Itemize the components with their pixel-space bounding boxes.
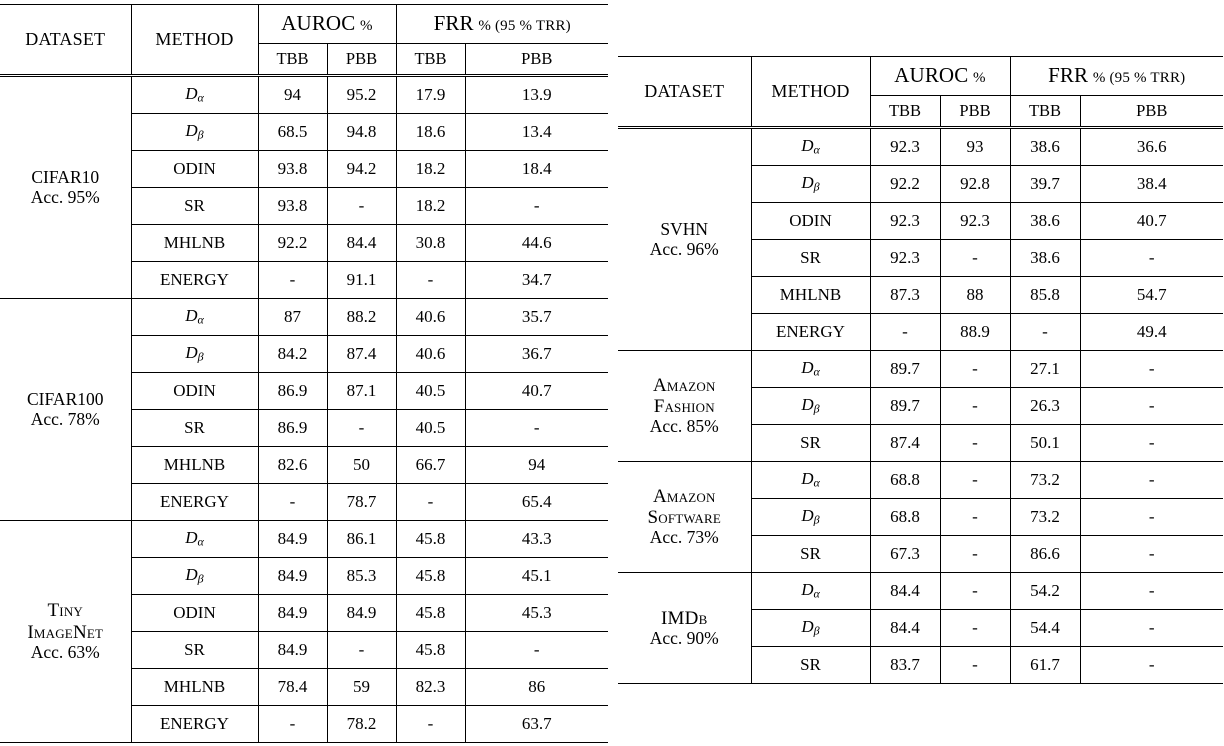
value-cell: 92.8 [940,166,1010,203]
value-cell: - [940,647,1010,684]
value-cell: 68.8 [870,499,940,536]
table-header [618,57,1223,128]
results-table-right-container [618,56,1223,687]
value-cell: 86.9 [258,410,327,447]
value-cell: 87.3 [870,277,940,314]
value-cell: 44.6 [465,225,608,262]
value-cell: 87.4 [327,336,396,373]
value-cell: - [940,425,1010,462]
value-cell: - [258,484,327,521]
value-cell: 43.3 [465,521,608,558]
dataset-cell [618,573,751,684]
value-cell: 78.2 [327,706,396,743]
value-cell: 45.8 [396,521,465,558]
value-cell: - [327,188,396,225]
col-header-auroc: AUROC % [258,5,396,44]
value-cell: - [940,462,1010,499]
value-cell: 86.1 [327,521,396,558]
method-cell: $D_\alpha$ [131,76,258,114]
value-cell: 40.6 [396,336,465,373]
method-cell: $D_\beta$ [751,499,870,536]
method-cell: SR [131,410,258,447]
method-cell: SR [751,536,870,573]
value-cell: - [1080,388,1223,425]
method-cell: ENERGY [751,314,870,351]
dataset-name-line2: Fashion [618,396,751,417]
value-cell: 30.8 [396,225,465,262]
col-header-frr: FRR % (95 % TRR) [396,5,608,44]
method-cell: $D_\alpha$ [751,462,870,499]
value-cell: 40.5 [396,410,465,447]
value-cell: 87 [258,299,327,336]
results-table-right [618,56,1223,687]
value-cell: 63.7 [465,706,608,743]
dataset-cell [618,351,751,462]
value-cell: 88 [940,277,1010,314]
value-cell: 26.3 [1010,388,1080,425]
value-cell: 40.7 [1080,203,1223,240]
table-footer [618,684,1223,688]
col-header-sub-2: TBB [396,44,465,76]
col-header-sub-3: PBB [465,44,608,76]
value-cell: 94.8 [327,114,396,151]
dataset-name: CIFAR100 [0,390,131,410]
value-cell: 84.9 [258,558,327,595]
value-cell: 82.3 [396,669,465,706]
value-cell: 40.5 [396,373,465,410]
value-cell: 78.4 [258,669,327,706]
value-cell: 38.6 [1010,203,1080,240]
value-cell: 84.4 [870,610,940,647]
method-cell: $D_\alpha$ [751,351,870,388]
col-header-dataset: DATASET [0,5,131,76]
method-cell: SR [751,425,870,462]
value-cell: 88.2 [327,299,396,336]
value-cell: - [940,240,1010,277]
value-cell: 94.2 [327,151,396,188]
value-cell: - [1080,425,1223,462]
value-cell: 92.2 [258,225,327,262]
dataset-cell [0,299,131,521]
value-cell: 13.9 [465,76,608,114]
method-cell: MHLNB [131,225,258,262]
value-cell: 73.2 [1010,462,1080,499]
value-cell: 93 [940,128,1010,166]
value-cell: 92.3 [940,203,1010,240]
value-cell: 91.1 [327,262,396,299]
value-cell: 18.2 [396,151,465,188]
value-cell: 87.4 [870,425,940,462]
value-cell: - [465,632,608,669]
value-cell: - [1080,610,1223,647]
value-cell: 18.4 [465,151,608,188]
method-cell: SR [751,240,870,277]
table-row [0,76,608,114]
value-cell: 40.6 [396,299,465,336]
header-row-main [618,57,1223,96]
bottom-rule [618,684,1223,688]
method-cell: ODIN [131,151,258,188]
value-cell: 65.4 [465,484,608,521]
method-cell: SR [131,632,258,669]
value-cell: 93.8 [258,188,327,225]
value-cell: 49.4 [1080,314,1223,351]
results-table-left-container [0,4,608,746]
method-cell: $D_\alpha$ [131,521,258,558]
method-cell: ENERGY [131,484,258,521]
value-cell: 45.8 [396,632,465,669]
dataset-cell [618,462,751,573]
dataset-accuracy: Acc. 63% [0,643,131,663]
value-cell: 54.2 [1010,573,1080,610]
value-cell: - [1080,351,1223,388]
bottom-rule [0,743,608,746]
value-cell: 40.7 [465,373,608,410]
col-header-sub-3: PBB [1080,96,1223,128]
value-cell: 17.9 [396,76,465,114]
table-row [0,299,608,336]
method-cell: MHLNB [751,277,870,314]
col-header-sub-1: PBB [940,96,1010,128]
col-header-sub-0: TBB [870,96,940,128]
value-cell: - [1080,499,1223,536]
col-header-dataset: DATASET [618,57,751,128]
value-cell: 73.2 [1010,499,1080,536]
value-cell: 45.3 [465,595,608,632]
method-cell: $D_\beta$ [751,388,870,425]
value-cell: 84.9 [258,595,327,632]
method-cell: $D_\beta$ [131,558,258,595]
method-cell: $D_\alpha$ [131,299,258,336]
value-cell: 93.8 [258,151,327,188]
value-cell: 84.4 [327,225,396,262]
dataset-name-line2: ImageNet [0,622,131,643]
dataset-name: Amazon [618,375,751,396]
dataset-name-line2: Software [618,507,751,528]
value-cell: - [1080,462,1223,499]
value-cell: - [870,314,940,351]
value-cell: 68.8 [870,462,940,499]
value-cell: 45.8 [396,595,465,632]
value-cell: - [396,706,465,743]
value-cell: 54.7 [1080,277,1223,314]
value-cell: - [327,632,396,669]
value-cell: - [465,410,608,447]
header-row-main [0,5,608,44]
value-cell: 36.6 [1080,128,1223,166]
method-cell: MHLNB [131,669,258,706]
value-cell: - [327,410,396,447]
value-cell: 92.3 [870,203,940,240]
table-body [0,76,608,743]
method-cell: SR [751,647,870,684]
value-cell: - [1080,573,1223,610]
value-cell: - [940,573,1010,610]
dataset-accuracy: Acc. 95% [0,188,131,208]
method-cell: SR [131,188,258,225]
value-cell: 78.7 [327,484,396,521]
value-cell: 50.1 [1010,425,1080,462]
value-cell: 92.3 [870,128,940,166]
method-cell: ODIN [751,203,870,240]
value-cell: 86.9 [258,373,327,410]
value-cell: 54.4 [1010,610,1080,647]
col-header-sub-2: TBB [1010,96,1080,128]
value-cell: - [940,351,1010,388]
method-cell: MHLNB [131,447,258,484]
method-cell: ODIN [131,373,258,410]
value-cell: 38.4 [1080,166,1223,203]
table-row [618,351,1223,388]
method-cell: ENERGY [131,262,258,299]
value-cell: 89.7 [870,351,940,388]
value-cell: 85.8 [1010,277,1080,314]
value-cell: - [940,499,1010,536]
method-cell: $D_\beta$ [131,114,258,151]
dataset-name: IMDb [618,608,751,629]
value-cell: 84.2 [258,336,327,373]
value-cell: - [258,262,327,299]
value-cell: 18.2 [396,188,465,225]
value-cell: 36.7 [465,336,608,373]
value-cell: 35.7 [465,299,608,336]
value-cell: 92.3 [870,240,940,277]
dataset-accuracy: Acc. 96% [618,240,751,260]
value-cell: - [465,188,608,225]
value-cell: - [396,484,465,521]
value-cell: 94 [465,447,608,484]
dataset-cell [0,76,131,299]
value-cell: 84.9 [258,521,327,558]
value-cell: 45.8 [396,558,465,595]
table-body [618,128,1223,684]
value-cell: 82.6 [258,447,327,484]
value-cell: 86.6 [1010,536,1080,573]
table-header [0,5,608,76]
value-cell: - [1010,314,1080,351]
method-cell: ENERGY [131,706,258,743]
value-cell: 34.7 [465,262,608,299]
value-cell: 50 [327,447,396,484]
value-cell: 88.9 [940,314,1010,351]
dataset-accuracy: Acc. 90% [618,629,751,649]
value-cell: 61.7 [1010,647,1080,684]
value-cell: 86 [465,669,608,706]
value-cell: 45.1 [465,558,608,595]
value-cell: 39.7 [1010,166,1080,203]
table-row [618,128,1223,166]
table-footer [0,743,608,746]
value-cell: 87.1 [327,373,396,410]
value-cell: 89.7 [870,388,940,425]
dataset-name: SVHN [618,220,751,240]
value-cell: 84.9 [327,595,396,632]
value-cell: 83.7 [870,647,940,684]
value-cell: - [396,262,465,299]
value-cell: 95.2 [327,76,396,114]
value-cell: 38.6 [1010,128,1080,166]
method-cell: ODIN [131,595,258,632]
value-cell: 18.6 [396,114,465,151]
method-cell: $D_\beta$ [751,166,870,203]
value-cell: 85.3 [327,558,396,595]
value-cell: - [940,610,1010,647]
value-cell: - [258,706,327,743]
value-cell: 13.4 [465,114,608,151]
value-cell: - [940,536,1010,573]
method-cell: $D_\beta$ [751,610,870,647]
value-cell: 68.5 [258,114,327,151]
dataset-accuracy: Acc. 85% [618,417,751,437]
col-header-method: METHOD [751,57,870,128]
value-cell: 84.9 [258,632,327,669]
dataset-name: CIFAR10 [0,168,131,188]
table-row [0,521,608,558]
value-cell: 67.3 [870,536,940,573]
value-cell: 38.6 [1010,240,1080,277]
col-header-auroc: AUROC % [870,57,1010,96]
method-cell: $D_\alpha$ [751,573,870,610]
results-table-left [0,4,608,746]
col-header-method: METHOD [131,5,258,76]
dataset-accuracy: Acc. 73% [618,528,751,548]
col-header-sub-0: TBB [258,44,327,76]
dataset-cell [0,521,131,743]
method-cell: $D_\alpha$ [751,128,870,166]
value-cell: 59 [327,669,396,706]
table-row [618,462,1223,499]
value-cell: 27.1 [1010,351,1080,388]
method-cell: $D_\beta$ [131,336,258,373]
value-cell: 92.2 [870,166,940,203]
value-cell: - [1080,536,1223,573]
dataset-name: Tiny [0,600,131,621]
value-cell: - [1080,647,1223,684]
col-header-frr: FRR % (95 % TRR) [1010,57,1223,96]
col-header-sub-1: PBB [327,44,396,76]
value-cell: - [940,388,1010,425]
dataset-cell [618,128,751,351]
dataset-name: Amazon [618,486,751,507]
value-cell: 66.7 [396,447,465,484]
value-cell: 94 [258,76,327,114]
value-cell: - [1080,240,1223,277]
table-row [618,573,1223,610]
value-cell: 84.4 [870,573,940,610]
dataset-accuracy: Acc. 78% [0,410,131,430]
